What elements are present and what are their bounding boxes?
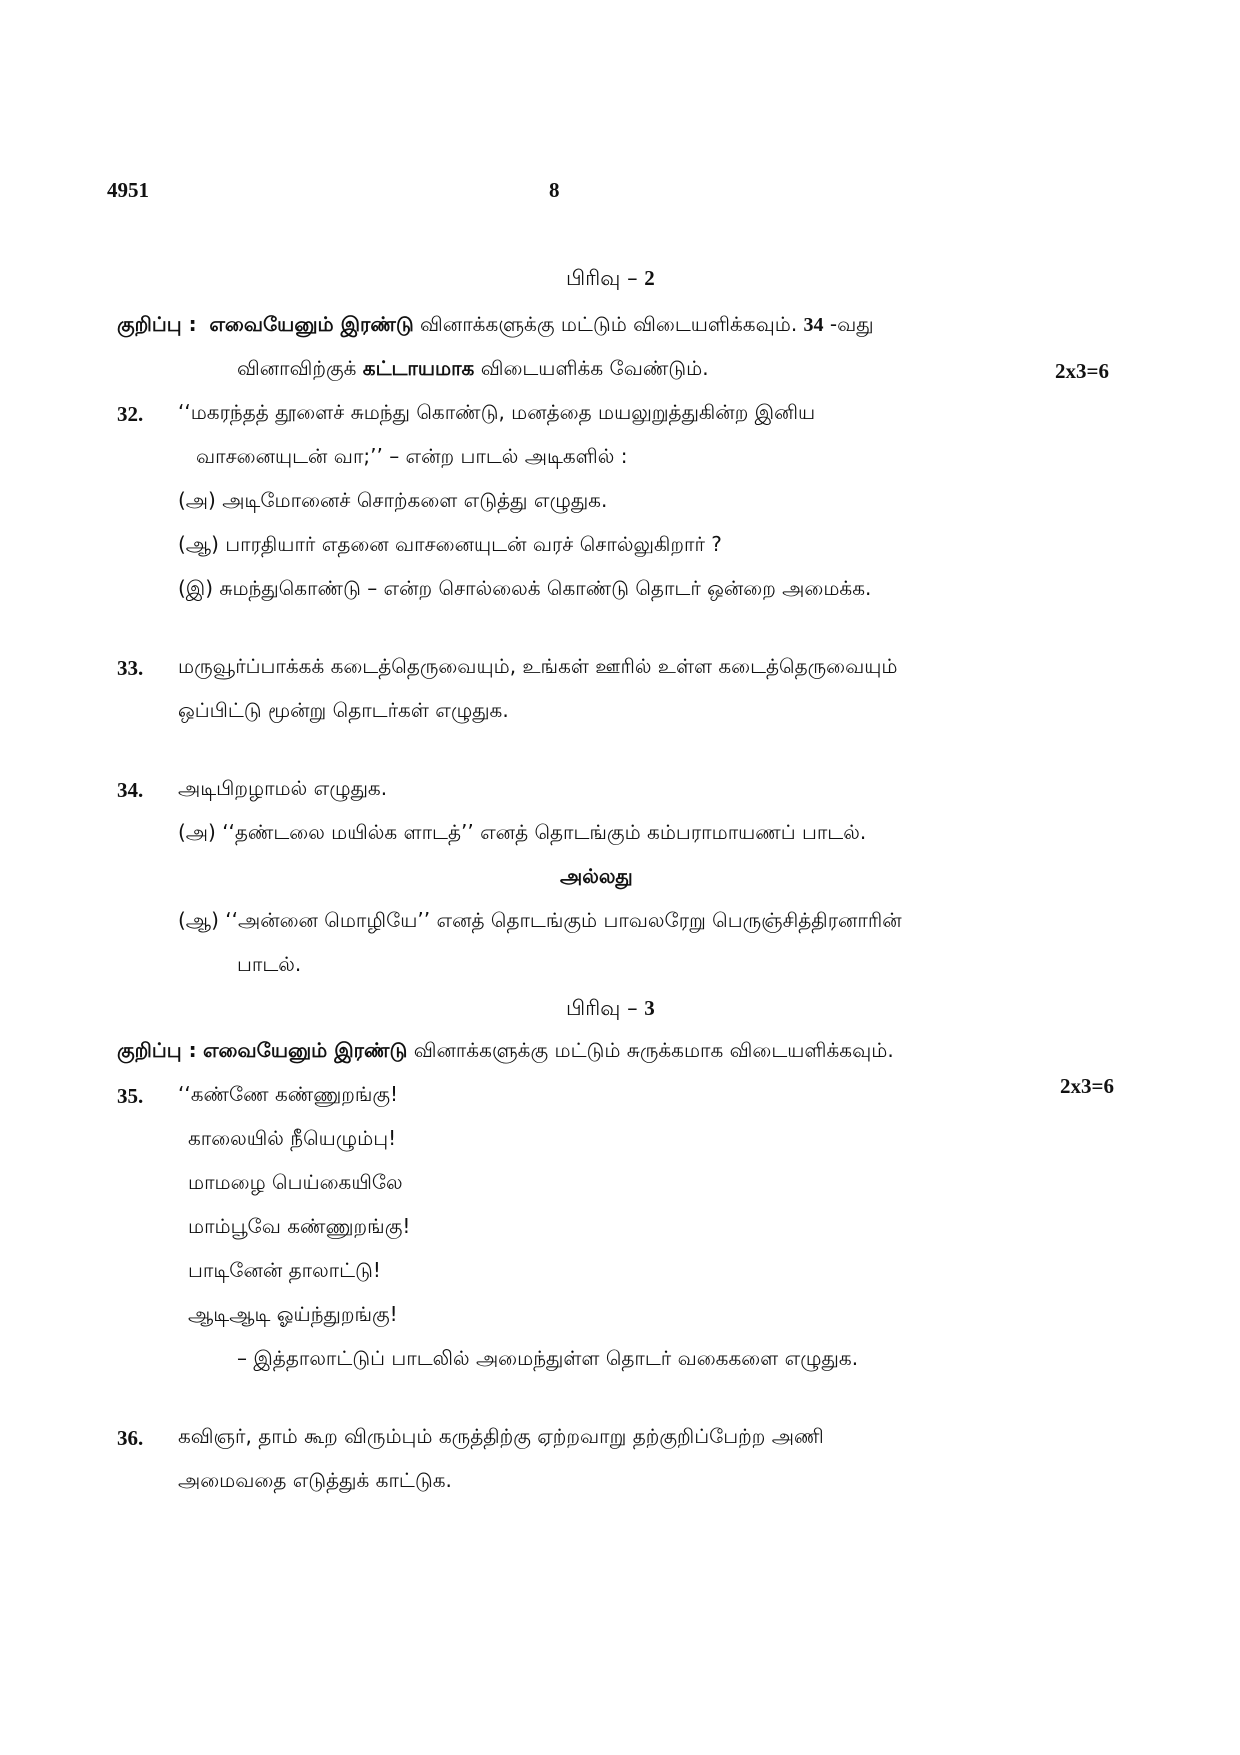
q34-option-a: (அ) ‘‘தண்டலை மயில்க ளாடத்’’ எனத் தொடங்கும் கம்பராமாயணப் பாடல். [178,820,867,844]
q32-number: 32. [117,402,144,426]
q35-verse-line: மாமழை பெய்கையிலே [188,1170,403,1194]
section-2-dash: – [627,266,638,290]
note-label: குறிப்பு : [117,1038,197,1062]
section-3-word: பிரிவு [566,996,621,1020]
section-2-note-line1 [117,314,874,335]
q33-number: 33. [117,656,144,680]
q32-line1: ‘‘மகரந்தத் தூளைச் சுமந்து கொண்டு, மனத்தை மயலுறுத்துகின்ற இனிய [178,400,816,424]
note-text: வினாக்களுக்கு மட்டும் சுருக்கமாக விடையளிக்கவும். [413,1038,894,1062]
q34-number: 34. [117,778,144,802]
note-text: வினாவிற்குக் [237,356,357,380]
note-bold-compulsory: கட்டாயமாக [362,356,475,380]
q33-line2: ஒப்பிட்டு மூன்று தொடர்கள் எழுதுக. [178,698,509,722]
note-text: வினாக்களுக்கு மட்டும் விடையளிக்கவும். [420,312,798,336]
q34-line1: அடிபிறழாமல் எழுதுக. [178,776,388,800]
note-question-number: 34 [803,314,824,336]
section-3-note [117,1040,894,1060]
section-3-number: 3 [644,996,655,1020]
q35-task: – இத்தாலாட்டுப் பாடலில் அமைந்துள்ள தொடர் வகைகளை எழுதுக. [237,1346,859,1370]
q35-verse-line: ‘‘கண்ணே கண்ணுறங்கு! [178,1082,399,1106]
q35-number: 35. [117,1084,144,1108]
section-2-note-line2 [237,358,709,378]
q35-verse-line: மாம்பூவே கண்ணுறங்கு! [188,1214,411,1238]
q35-verse-line: காலையில் நீயெழும்பு! [188,1126,397,1150]
q35-verse-line: பாடினேன் தாலாட்டு! [188,1258,381,1282]
section-2-word: பிரிவு [566,266,621,290]
note-label: குறிப்பு : [117,312,197,336]
q36-number: 36. [117,1426,144,1450]
q34-option-aa-line2: பாடல். [237,952,302,976]
q36-line2: அமைவதை எடுத்துக் காட்டுக. [178,1468,452,1492]
q33-line1: மருவூர்ப்பாக்கக் கடைத்தெருவையும், உங்கள் ஊரில் உள்ள கடைத்தெருவையும் [178,654,898,678]
q34-or: அல்லது [560,864,633,888]
section-3-marks: 2x3=6 [1060,1074,1114,1098]
q34-option-aa-line1: (ஆ) ‘‘அன்னை மொழியே’’ எனத் தொடங்கும் பாவலரேறு பெருஞ்சித்திரனாரின் [178,908,902,932]
q32-line2: வாசனையுடன் வா;’’ – என்ற பாடல் அடிகளில் : [196,444,628,468]
q36-line1: கவிஞர், தாம் கூற விரும்பும் கருத்திற்கு ஏற்றவாறு தற்குறிப்பேற்ற அணி [178,1424,824,1448]
note-text: விடையளிக்க வேண்டும். [480,356,709,380]
q35-verse-line: ஆடிஆடி ஓய்ந்துறங்கு! [188,1302,398,1326]
section-3-heading [566,996,655,1023]
note-bold-any-two: எவையேனும் இரண்டு [202,1038,408,1062]
q32-option-aa: (ஆ) பாரதியார் எதனை வாசனையுடன் வரச் சொல்லுகிறார் ? [178,532,722,556]
section-2-heading [566,266,655,293]
paper-code: 4951 [107,178,149,202]
q32-option-a: (அ) அடிமோனைச் சொற்களை எடுத்து எழுதுக. [178,488,608,512]
page-number: 8 [549,178,560,202]
note-text: -வது [829,312,874,336]
section-2-marks: 2x3=6 [1055,359,1109,383]
section-3-dash: – [627,996,638,1020]
q32-option-i: (இ) சுமந்துகொண்டு – என்ற சொல்லைக் கொண்டு தொடர் ஒன்றை அமைக்க. [178,576,872,600]
section-2-number: 2 [644,266,655,290]
note-bold-any-two: எவையேனும் இரண்டு [209,312,414,336]
